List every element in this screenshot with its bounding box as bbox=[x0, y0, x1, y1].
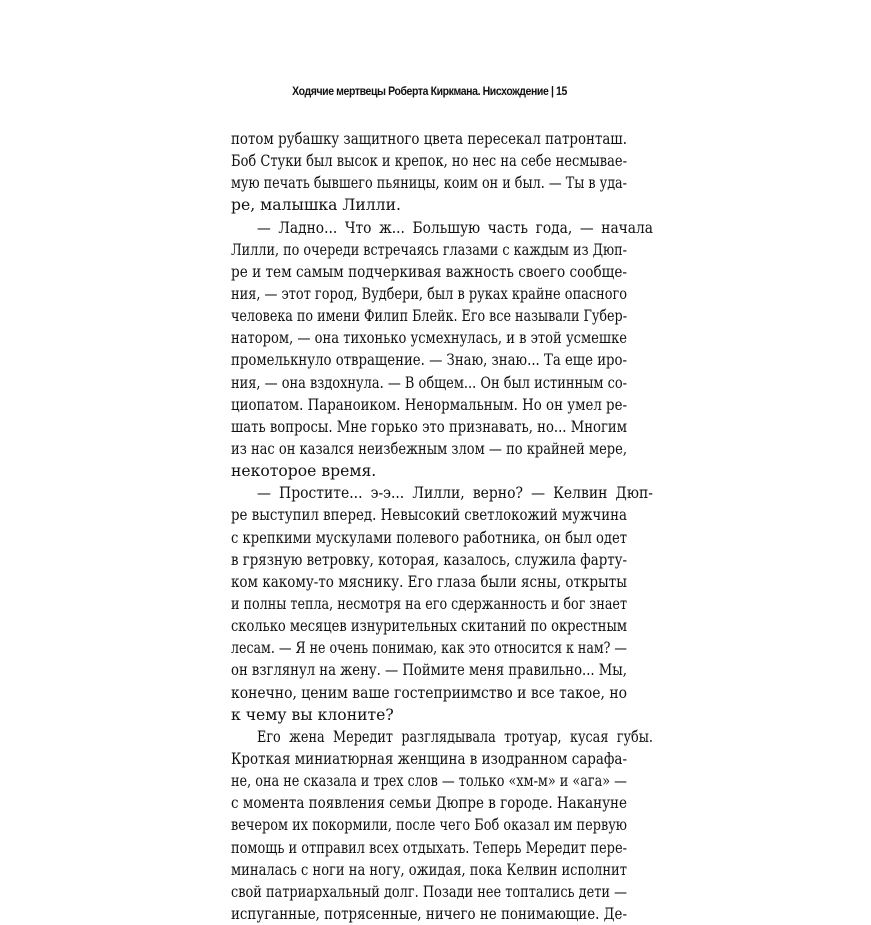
text-line: ния, — она вздохнула. — В общем... Он был истинным со- bbox=[231, 373, 627, 392]
text-line: Лилли, по очереди встречаясь глазами с каждым из Дюп- bbox=[231, 240, 627, 259]
text-line: с момента появления семьи Дюпре в городе. Накануне bbox=[231, 794, 627, 813]
text-line: Его жена Мередит разглядывала тротуар, кусая губы. bbox=[256, 727, 653, 746]
text-line: некоторое время. bbox=[231, 462, 377, 481]
text-line: шать вопросы. Мне горько это признавать, но... Многим bbox=[231, 417, 627, 436]
text-line: с крепкими мускулами полевого работника, он был одет bbox=[231, 528, 627, 547]
text-line: сколько месяцев изнурительных скитаний по окрестным bbox=[231, 617, 627, 636]
text-line: натором, — она тихонько усмехнулась, и в этой усмешке bbox=[231, 329, 627, 348]
text-line: потом рубашку защитного цвета пересекал патронташ. bbox=[231, 130, 627, 148]
text-line: ре, малышка Лилли. bbox=[231, 196, 401, 215]
text-line: миналась с ноги на ногу, ожидая, пока Келвин исполнит bbox=[231, 860, 627, 879]
text-line: человека по имени Филип Блейк. Его все называли Губер- bbox=[231, 307, 627, 326]
text-line: к чему вы клоните? bbox=[231, 705, 394, 724]
text-line: в грязную ветровку, которая, казалось, служила фарту- bbox=[231, 550, 627, 569]
text-line: свой патриархальный долг. Позади нее топтались дети — bbox=[231, 882, 627, 901]
text-line: ком какому-то мяснику. Его глаза были ясны, открыты bbox=[231, 572, 627, 591]
text-line: ре выступил вперед. Невысокий светлокожий мужчина bbox=[231, 506, 627, 525]
text-line: он взглянул на жену. — Поймите меня правильно... Мы, bbox=[231, 661, 627, 680]
text-line: Боб Стуки был высок и крепок, но нес на себе несмывае- bbox=[231, 152, 627, 171]
text-line: конечно, ценим ваше гостеприимство и все такое, но bbox=[231, 683, 627, 702]
text-line: вечером их покормили, после чего Боб оказал им первую bbox=[231, 816, 627, 835]
text-line: и полны тепла, несмотря на его сдержанность и бог знает bbox=[231, 594, 627, 613]
text-line: циопатом. Параноиком. Ненормальным. Но он умел ре- bbox=[231, 395, 627, 414]
text-line: Кроткая миниатюрная женщина в изодранном сарафа- bbox=[231, 749, 627, 768]
running-title: Ходячие мертвецы Роберта Киркмана. Нисхождение | 15 bbox=[292, 84, 567, 98]
text-line: не, она не сказала и трех слов — только «хм-м» и «ага» — bbox=[231, 772, 627, 791]
text-line: испуганные, потрясенные, ничего не понимающие. Де- bbox=[231, 904, 627, 923]
text-line: промелькнуло отвращение. — Знаю, знаю... Та еще иро- bbox=[231, 351, 627, 370]
text-line: из нас он казался неизбежным злом — по крайней мере, bbox=[231, 439, 627, 458]
text-line: лесам. — Я не очень понимаю, как это относится к нам? — bbox=[231, 639, 627, 658]
body-text bbox=[231, 128, 653, 925]
text-line: ния, — этот город, Вудбери, был в руках крайне опасного bbox=[231, 284, 627, 303]
text-line: мую печать бывшего пьяницы, коим он и был. — Ты в уда- bbox=[231, 174, 627, 193]
text-line: — Простите... э-э... Лилли, верно? — Келвин Дюп- bbox=[256, 484, 653, 503]
text-line: ре и тем самым подчеркивая важность своего сообще- bbox=[231, 262, 627, 281]
text-line: помощь и отправил всех отдыхать. Теперь Мередит пере- bbox=[231, 838, 627, 857]
text-line: — Ладно... Что ж... Большую часть года, — начала bbox=[256, 218, 653, 237]
